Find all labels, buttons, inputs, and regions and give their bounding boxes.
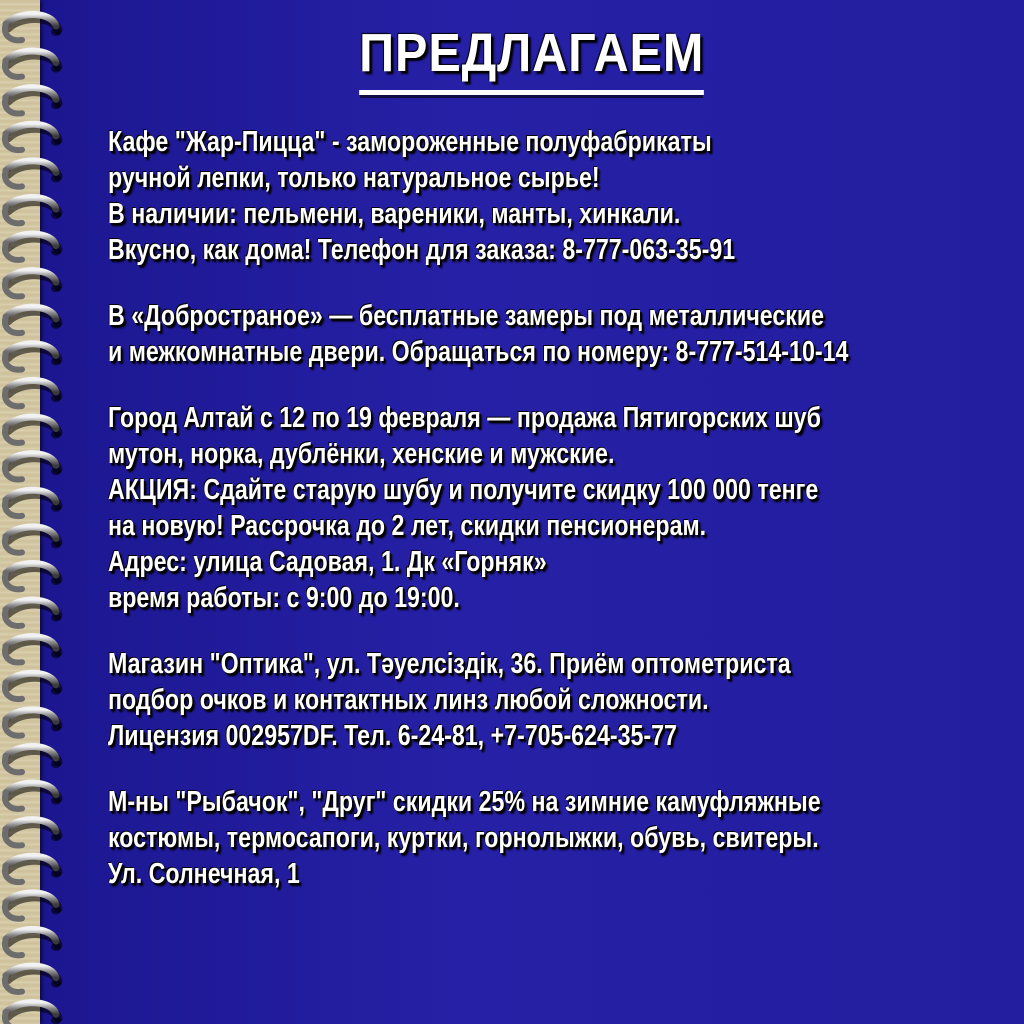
spiral-binding-ring-icon bbox=[5, 783, 61, 809]
spiral-binding-ring-icon bbox=[5, 417, 61, 443]
ad-line: Город Алтай с 12 по 19 февраля — продажа Пятигорских шуб bbox=[108, 402, 821, 434]
ad-line: Адрес: улица Садовая, 1. Дк «Горняк» bbox=[108, 546, 547, 578]
spiral-binding-ring-icon bbox=[5, 710, 61, 736]
spiral-binding-ring-icon bbox=[5, 161, 61, 187]
spiral-binding-ring-icon bbox=[5, 344, 61, 370]
spiral-binding-ring-icon bbox=[5, 563, 61, 589]
spiral-binding-ring-icon bbox=[5, 673, 61, 699]
spiral-binding-ring-icon bbox=[5, 271, 61, 297]
ad-block-dobrostroe bbox=[108, 298, 1008, 370]
spiral-binding-ring-icon bbox=[5, 380, 61, 406]
ad-line: Ул. Солнечная, 1 bbox=[108, 858, 300, 890]
spiral-binding-ring-icon bbox=[5, 820, 61, 846]
ad-line: Вкусно, как дома! Телефон для заказа: 8-777-063-35-91 bbox=[108, 234, 736, 266]
ad-line: на новую! Рассрочка до 2 лет, скидки пенсионерам. bbox=[108, 510, 707, 542]
spiral-binding-ring-icon bbox=[5, 1003, 61, 1024]
spiral-binding-ring-icon bbox=[5, 966, 61, 992]
ad-line: В «Добространое» — бесплатные замеры под металлические bbox=[108, 300, 825, 332]
spiral-binding-ring-icon bbox=[5, 746, 61, 772]
spiral-binding-ring-icon bbox=[5, 856, 61, 882]
spiral-binding-ring-icon bbox=[5, 307, 61, 333]
ad-line: В наличии: пельмени, вареники, манты, хинкали. bbox=[108, 198, 681, 230]
ad-line: АКЦИЯ: Сдайте старую шубу и получите скидку 100 000 тенге bbox=[108, 474, 819, 506]
ad-block-furs bbox=[108, 400, 1008, 616]
spiral-binding-ring-icon bbox=[5, 929, 61, 955]
spiral-binding-ring-icon bbox=[5, 124, 61, 150]
ad-line: и межкомнатные двери. Обращаться по номеру: 8-777-514-10-14 bbox=[108, 336, 849, 368]
ad-line: костюмы, термосапоги, куртки, горнолыжки, обувь, свитеры. bbox=[108, 822, 819, 854]
ad-line: Кафе "Жар-Пицца" - замороженные полуфабрикаты bbox=[108, 126, 712, 158]
spiral-binding bbox=[0, 0, 80, 1024]
spiral-binding-ring-icon bbox=[5, 197, 61, 223]
spiral-binding-ring-icon bbox=[5, 600, 61, 626]
ad-line: подбор очков и контактных линз любой сложности. bbox=[108, 684, 709, 716]
spiral-binding-ring-icon bbox=[5, 527, 61, 553]
page-title: ПРЕДЛАГАЕМ bbox=[359, 22, 704, 95]
ad-line: ручной лепки, только натуральное сырье! bbox=[108, 162, 600, 194]
ad-block-optika bbox=[108, 646, 1008, 754]
spiral-binding-ring-icon bbox=[5, 454, 61, 480]
ad-line: мутон, норка, дублёнки, хенские и мужские. bbox=[108, 438, 615, 470]
ad-line: Лицензия 002957DF. Тел. 6-24-81, +7-705-624-35-77 bbox=[108, 720, 677, 752]
ad-block-cafe bbox=[108, 124, 1008, 268]
ad-block-rybachok bbox=[108, 784, 1008, 892]
ads-list bbox=[108, 124, 1008, 922]
spiral-binding-ring-icon bbox=[5, 893, 61, 919]
ad-line: Магазин "Оптика", ул. Тәуелсіздік, 36. Приём оптометриста bbox=[108, 648, 791, 680]
spiral-binding-ring-icon bbox=[5, 490, 61, 516]
spiral-binding-ring-icon bbox=[5, 234, 61, 260]
ad-line: М-ны "Рыбачок", "Друг" скидки 25% на зимние камуфляжные bbox=[108, 786, 821, 818]
ad-line: время работы: с 9:00 до 19:00. bbox=[108, 582, 460, 614]
spiral-binding-ring-icon bbox=[5, 637, 61, 663]
